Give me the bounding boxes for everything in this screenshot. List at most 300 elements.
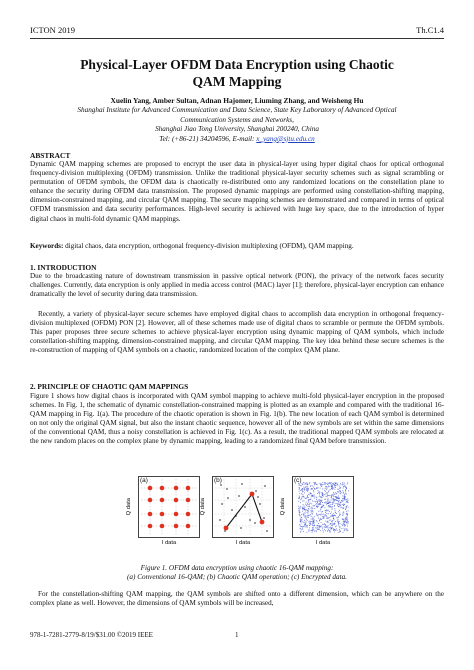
encrypted-sample-point [342,524,343,525]
encrypted-sample-point [314,525,315,526]
encrypted-sample-point [322,502,323,503]
encrypted-sample-point [331,488,332,489]
encrypted-sample-point [319,527,320,528]
encrypted-sample-point [320,530,321,531]
encrypted-sample-point [302,526,303,527]
encrypted-sample-point [301,520,302,521]
chaotic-symbol-marker [257,496,259,498]
encrypted-sample-point [343,521,344,522]
encrypted-sample-point [330,524,331,525]
encrypted-sample-point [333,499,334,500]
encrypted-sample-point [299,485,300,486]
encrypted-sample-point [329,530,330,531]
encrypted-sample-point [321,500,322,501]
encrypted-sample-point [340,502,341,503]
encrypted-sample-point [311,512,312,513]
encrypted-sample-point [346,488,347,489]
encrypted-sample-point [310,486,311,487]
encrypted-sample-point [305,507,306,508]
constellation-point [148,486,153,491]
encrypted-sample-point [318,515,319,516]
encrypted-sample-point [339,486,340,487]
encrypted-sample-point [302,496,303,497]
encrypted-sample-point [333,516,334,517]
section-2-heading: 2. PRINCIPLE OF CHAOTIC QAM MAPPINGS [30,382,189,391]
encrypted-sample-point [332,506,333,507]
encrypted-sample-point [320,488,321,489]
encrypted-sample-point [303,514,304,515]
encrypted-sample-point [309,515,310,516]
encrypted-sample-point [312,532,313,533]
encrypted-sample-point [312,513,313,514]
encrypted-sample-point [319,504,320,505]
encrypted-sample-point [346,511,347,512]
encrypted-sample-point [339,525,340,526]
encrypted-sample-point [323,514,324,515]
panel-a-y-label: Q data [126,498,132,516]
encrypted-sample-point [337,505,338,506]
encrypted-sample-point [330,529,331,530]
encrypted-sample-point [338,489,339,490]
encrypted-sample-point [322,482,323,483]
encrypted-sample-point [325,527,326,528]
encrypted-sample-point [334,529,335,530]
encrypted-sample-point [333,503,334,504]
encrypted-sample-point [326,501,327,502]
encrypted-sample-point [303,507,304,508]
encrypted-sample-point [324,494,325,495]
encrypted-sample-point [347,501,348,502]
encrypted-sample-point [331,486,332,487]
encrypted-sample-point [343,511,344,512]
encrypted-sample-point [309,523,310,524]
encrypted-sample-point [329,511,330,512]
encrypted-sample-point [306,519,307,520]
encrypted-sample-point [304,492,305,493]
encrypted-sample-point [306,486,307,487]
encrypted-sample-point [302,511,303,512]
encrypted-sample-point [337,503,338,504]
title-line-2: QAM Mapping [192,74,282,89]
encrypted-sample-point [335,530,336,531]
encrypted-sample-point [301,514,302,515]
encrypted-sample-point [304,526,305,527]
encrypted-sample-point [305,526,306,527]
encrypted-sample-point [331,496,332,497]
encrypted-sample-point [334,500,335,501]
encrypted-sample-point [346,528,347,529]
encrypted-sample-point [302,528,303,529]
encrypted-sample-point [308,517,309,518]
encrypted-sample-point [333,530,334,531]
encrypted-sample-point [308,504,309,505]
encrypted-sample-point [306,532,307,533]
encrypted-sample-point [335,523,336,524]
encrypted-sample-point [312,523,313,524]
panel-b-x-label: I data [235,540,251,546]
conference-name: ICTON 2019 [30,25,75,35]
encrypted-sample-point [298,501,299,502]
encrypted-sample-point [329,495,330,496]
encrypted-sample-point [298,508,299,509]
abstract-text [30,160,444,224]
encrypted-sample-point [347,517,348,518]
encrypted-sample-point [344,486,345,487]
encrypted-sample-point [339,500,340,501]
encrypted-sample-point [314,496,315,497]
encrypted-sample-point [302,484,303,485]
encrypted-sample-point [300,485,301,486]
encrypted-sample-point [331,500,332,501]
encrypted-sample-point [339,515,340,516]
chaotic-symbol-marker [224,530,226,532]
encrypted-sample-point [328,525,329,526]
encrypted-sample-point [310,521,311,522]
encrypted-sample-point [333,500,334,501]
encrypted-sample-point [309,506,310,507]
encrypted-sample-point [323,496,324,497]
encrypted-sample-point [299,489,300,490]
encrypted-sample-point [339,521,340,522]
encrypted-sample-point [337,497,338,498]
encrypted-sample-point [299,496,300,497]
chaotic-symbol-marker [263,517,265,519]
encrypted-sample-point [313,505,314,506]
encrypted-sample-point [338,532,339,533]
constellation-point [174,498,179,503]
encrypted-sample-point [308,499,309,500]
encrypted-sample-point [313,491,314,492]
encrypted-sample-point [328,487,329,488]
encrypted-sample-point [343,500,344,501]
encrypted-sample-point [312,518,313,519]
encrypted-sample-point [309,531,310,532]
encrypted-sample-point [339,504,340,505]
encrypted-sample-point [347,520,348,521]
encrypted-sample-point [311,507,312,508]
encrypted-sample-point [304,497,305,498]
encrypted-sample-point [309,525,310,526]
encrypted-sample-point [331,484,332,485]
encrypted-sample-point [307,517,308,518]
encrypted-sample-point [318,492,319,493]
encrypted-sample-point [302,492,303,493]
encrypted-sample-point [307,488,308,489]
encrypted-sample-point [342,498,343,499]
encrypted-sample-point [346,522,347,523]
encrypted-sample-point [342,508,343,509]
encrypted-sample-point [317,527,318,528]
encrypted-sample-point [330,489,331,490]
encrypted-sample-point [313,487,314,488]
encrypted-sample-point [344,528,345,529]
encrypted-sample-point [316,514,317,515]
encrypted-sample-point [299,491,300,492]
encrypted-sample-point [303,487,304,488]
encrypted-sample-point [305,498,306,499]
encrypted-sample-point [328,510,329,511]
encrypted-sample-point [338,524,339,525]
encrypted-sample-point [327,488,328,489]
encrypted-sample-point [307,491,308,492]
encrypted-sample-point [299,513,300,514]
encrypted-sample-point [320,496,321,497]
encrypted-sample-point [340,526,341,527]
encrypted-sample-point [345,509,346,510]
encrypted-sample-point [348,507,349,508]
encrypted-sample-point [328,491,329,492]
encrypted-sample-point [316,497,317,498]
encrypted-sample-point [327,492,328,493]
encrypted-sample-point [305,504,306,505]
encrypted-sample-point [323,524,324,525]
encrypted-sample-point [324,516,325,517]
encrypted-sample-point [331,525,332,526]
encrypted-sample-point [344,494,345,495]
encrypted-sample-point [334,532,335,533]
encrypted-sample-point [316,531,317,532]
encrypted-sample-point [299,493,300,494]
encrypted-sample-point [342,519,343,520]
encrypted-sample-point [319,493,320,494]
encrypted-sample-point [333,496,334,497]
encrypted-sample-point [315,482,316,483]
encrypted-sample-point [329,490,330,491]
encrypted-sample-point [324,507,325,508]
encrypted-sample-point [318,518,319,519]
encrypted-sample-point [339,505,340,506]
encrypted-sample-point [308,494,309,495]
encrypted-sample-point [326,489,327,490]
encrypted-sample-point [347,513,348,514]
encrypted-sample-point [318,525,319,526]
encrypted-sample-point [331,521,332,522]
constellation-point [174,524,179,529]
encrypted-sample-point [332,498,333,499]
encrypted-sample-point [335,485,336,486]
constellation-point [186,512,191,517]
encrypted-sample-point [321,522,322,523]
encrypted-sample-point [324,523,325,524]
encrypted-sample-point [320,519,321,520]
encrypted-sample-point [327,503,328,504]
section-2-paragraph-2: For the constellation-shifting QAM mapping, the QAM symbols are shifted onto a different dimension, which can be anywhere on the complex plane as well. However, the dimensions of QAM symbols will be increased, [30,590,444,608]
encrypted-sample-point [312,529,313,530]
encrypted-sample-point [333,518,334,519]
encrypted-sample-point [301,523,302,524]
encrypted-sample-point [332,520,333,521]
encrypted-sample-point [301,526,302,527]
encrypted-sample-point [319,495,320,496]
encrypted-sample-point [305,513,306,514]
introduction-paragraph-2: Recently, a variety of physical-layer secure schemes have employed digital chaos to accomplish data encryption in orthogonal frequency-division multiplexed (OFDM) PON [2]. However, all of these schemes made use of digital chaos to scramble or permute the OFDM symbols. This paper proposes three secure schemes to achieve physical-layer encryption using dynamic mapping of QAM symbols, which include constellation-shifting mapping, dimension-constrained mapping, and circular QAM mapping. The key idea behind these secure schemes is the re-construction of mapping of QAM symbols on a chaotic, randomized location of the complex QAM plane. [30,310,444,355]
encrypted-sample-point [313,519,314,520]
paper-title [30,56,444,90]
encrypted-sample-point [338,501,339,502]
encrypted-sample-point [320,500,321,501]
encrypted-sample-point [327,499,328,500]
encrypted-sample-point [347,516,348,517]
encrypted-sample-point [324,482,325,483]
encrypted-sample-point [315,504,316,505]
encrypted-sample-point [321,501,322,502]
encrypted-sample-point [307,520,308,521]
encrypted-sample-point [317,521,318,522]
encrypted-sample-point [312,510,313,511]
encrypted-sample-point [339,513,340,514]
encrypted-sample-point [345,525,346,526]
encrypted-sample-point [324,502,325,503]
encrypted-sample-point [333,492,334,493]
encrypted-sample-point [304,506,305,507]
encrypted-sample-point [328,495,329,496]
encrypted-sample-point [331,497,332,498]
encrypted-sample-point [311,510,312,511]
encrypted-sample-point [300,508,301,509]
encrypted-sample-point [348,510,349,511]
chaotic-symbol-marker [255,490,257,492]
encrypted-sample-point [320,504,321,505]
encrypted-sample-point [344,483,345,484]
encrypted-sample-point [324,490,325,491]
encrypted-sample-point [328,498,329,499]
encrypted-sample-point [314,522,315,523]
encrypted-sample-point [318,500,319,501]
encrypted-sample-point [333,495,334,496]
constellation-point [174,512,179,517]
encrypted-sample-point [307,484,308,485]
encrypted-sample-point [335,492,336,493]
email-link[interactable]: x_yang@sjtu.edu.cn [256,134,315,143]
encrypted-sample-point [311,493,312,494]
encrypted-sample-point [316,513,317,514]
encrypted-sample-point [344,496,345,497]
encrypted-sample-point [319,520,320,521]
chaotic-symbol-marker [241,483,243,485]
encrypted-sample-point [335,515,336,516]
encrypted-sample-point [325,525,326,526]
section-2-paragraph-1: Figure 1 shows how digital chaos is incorporated with QAM symbol mapping to achieve multi-fold physical-layer encryption in the proposed schemes. In Fig. 1, the schematic of dynamic constellation-constrained mapping is plotted as an example and compared with the traditional 16-QAM mapping in Fig. 1(a). The procedure of the chaotic operation is shown in Fig. 1(b). The new location of each QAM symbol is determined on not only the original QAM signal, but also the instant chaotic sequence, however all of the new symbols are set within the same dimensions of the conventional QAM, thus a noisy constellation is achieved in Fig. 1(c). As a result, the traditional mapped QAM symbols are relocated at the new random places on the complex plane by dynamic mapping, leading to a randomized final QAM before transmission. [30,392,444,446]
encrypted-sample-point [317,525,318,526]
encrypted-sample-point [340,531,341,532]
encrypted-sample-point [324,484,325,485]
encrypted-sample-point [347,505,348,506]
encrypted-sample-point [304,509,305,510]
encrypted-sample-point [305,517,306,518]
encrypted-sample-point [319,528,320,529]
encrypted-sample-point [338,497,339,498]
encrypted-sample-point [307,510,308,511]
encrypted-sample-point [313,490,314,491]
contact-line [40,135,434,145]
encrypted-sample-point [339,529,340,530]
encrypted-sample-point [341,528,342,529]
encrypted-sample-point [326,526,327,527]
encrypted-sample-point [342,513,343,514]
encrypted-sample-point [327,526,328,527]
caption-line-2: (a) Conventional 16-QAM; (b) Chaotic QAM operation; (c) Encrypted data. [127,573,347,582]
encrypted-sample-point [318,511,319,512]
encrypted-sample-point [331,512,332,513]
encrypted-sample-point [300,528,301,529]
encrypted-sample-point [335,521,336,522]
encrypted-sample-point [307,515,308,516]
encrypted-sample-point [307,486,308,487]
encrypted-sample-point [305,487,306,488]
encrypted-sample-point [313,512,314,513]
encrypted-sample-point [327,495,328,496]
encrypted-sample-point [308,506,309,507]
encrypted-sample-point [303,515,304,516]
encrypted-sample-point [310,492,311,493]
encrypted-sample-point [319,529,320,530]
abstract-body: Dynamic QAM mapping schemes are proposed to encrypt the user data in physical-layer using hyper digital chaos for optical orthogonal frequency-division multiplexing (OFDM) transmission. Unlike the traditional physical-layer security schemes such as signal scrambling or permutation of OFDM symbols, the OFDM data is chaotically re-distributed onto any randomized locations on the constellation plane to enhance the security during OFDM data transmission. The proposed dynamic mappings are performed using constellation-shifting mapping, dimension-constrained mapping, and circular QAM mapping. The secure mapping schemes are demonstrated and compared in terms of optical OFDM transmission and data security performances. High-level security is achieved with huge key space, due to the introduction of hyper digital chaos in multi-fold dynamic QAM mappings. [30,160,444,223]
panel-c-label: (c) [294,477,302,484]
encrypted-sample-point [309,527,310,528]
encrypted-sample-point [306,482,307,483]
encrypted-sample-point [329,520,330,521]
encrypted-sample-point [302,501,303,502]
encrypted-sample-point [333,501,334,502]
encrypted-sample-point [322,516,323,517]
encrypted-sample-point [348,500,349,501]
encrypted-sample-point [337,498,338,499]
encrypted-sample-point [300,526,301,527]
encrypted-sample-point [313,528,314,529]
encrypted-sample-point [300,519,301,520]
encrypted-sample-point [340,523,341,524]
encrypted-sample-point [336,528,337,529]
encrypted-sample-point [322,524,323,525]
encrypted-sample-point [306,502,307,503]
encrypted-sample-point [330,513,331,514]
encrypted-sample-point [319,514,320,515]
encrypted-sample-point [302,529,303,530]
encrypted-sample-point [309,499,310,500]
encrypted-sample-point [339,510,340,511]
encrypted-sample-point [317,507,318,508]
encrypted-sample-point [308,515,309,516]
encrypted-sample-point [312,508,313,509]
encrypted-sample-point [305,525,306,526]
encrypted-sample-point [312,485,313,486]
encrypted-sample-point [343,498,344,499]
header-rule [30,38,444,39]
encrypted-sample-point [334,494,335,495]
constellation-point [186,498,191,503]
encrypted-sample-point [338,517,339,518]
relocated-symbol [260,520,265,525]
encrypted-sample-point [305,523,306,524]
encrypted-sample-point [347,529,348,530]
encrypted-sample-point [338,492,339,493]
encrypted-sample-point [307,495,308,496]
encrypted-sample-point [329,527,330,528]
encrypted-sample-point [305,484,306,485]
encrypted-sample-point [328,530,329,531]
encrypted-sample-point [340,488,341,489]
encrypted-sample-point [331,487,332,488]
encrypted-sample-point [326,510,327,511]
encrypted-sample-point [335,512,336,513]
encrypted-sample-point [300,516,301,517]
encrypted-sample-point [330,523,331,524]
encrypted-sample-point [321,519,322,520]
encrypted-sample-point [323,505,324,506]
encrypted-sample-point [338,522,339,523]
encrypted-sample-point [302,497,303,498]
constellation-point [160,524,165,529]
